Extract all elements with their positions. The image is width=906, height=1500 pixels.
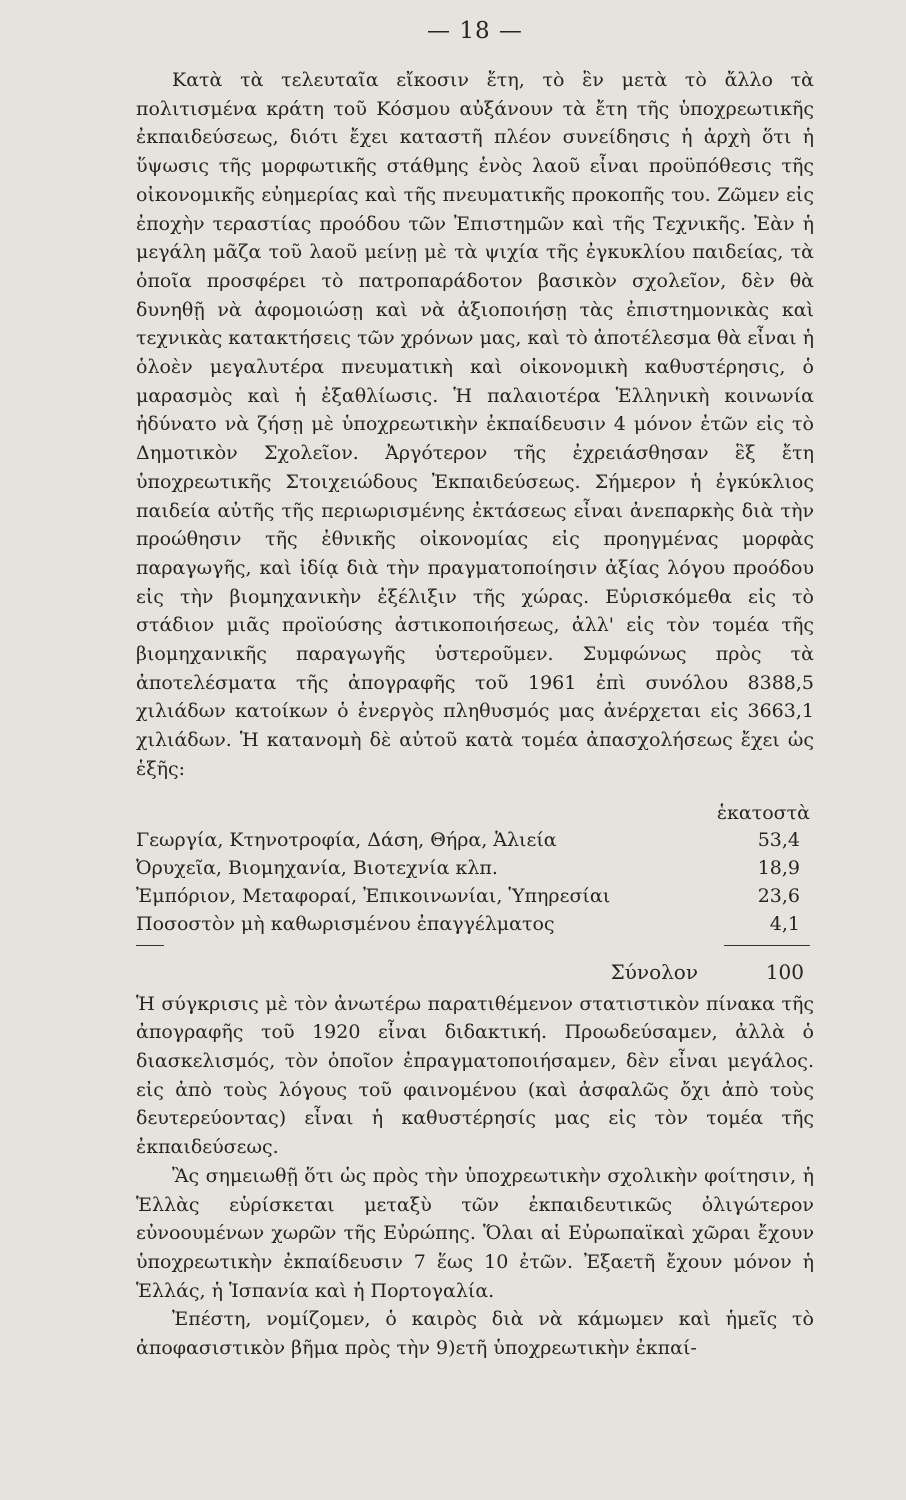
total-value: 100 [765, 959, 804, 984]
row-value: 4,1 [769, 912, 800, 935]
row-label: Ὀρυχεῖα, Βιομηχανία, Βιοτεχνία κλπ. [136, 856, 498, 879]
paragraph-2: Ἡ σύγκρισις μὲ τὸν ἀνωτέρω παρατιθέμενον στατιστικὸν πίνακα τῆς ἀπογραφῆς τοῦ 1920 εἶναι διδακτική. Προωδεύσαμεν, ἀλλὰ ὁ διασκελισμός, τὸν ὁποῖον ἐπραγματοποιήσαμεν, δὲν εἶναι μεγάλος. εἰς ἀπὸ τοὺς λόγους τοῦ φαινομένου (καὶ ἀσφαλῶς ὄχι ἀπὸ τοὺς δευτερεύοντας) εἶναι ἡ καθυστέρησίς μας εἰς τὸν τομέα τῆς ἐκπαιδεύσεως. [136, 992, 814, 1159]
paragraph-3: Ἂς σημειωθῇ ὅτι ὡς πρὸς τὴν ὑποχρεωτικὴν σχολικὴν φοίτησιν, ἡ Ἑλλὰς εὑρίσκεται μεταξὺ τῶν ἐκπαιδευτικῶς ὀλιγώτερον εὐνοουμένων χωρῶν τῆς Εὐρώπης. Ὅλαι αἱ Εὐρωπαϊκαὶ χῶραι ἔχουν ὑποχρεωτικὴν ἐκπαίδευσιν 7 ἕως 10 ἐτῶν. Ἐξαετῆ ἔχουν μόνον ἡ Ἑλλάς, ἡ Ἱσπανία καὶ ἡ Πορτογαλία. [136, 1164, 814, 1302]
table-row [136, 826, 814, 854]
divider-short [136, 945, 164, 946]
row-value: 18,9 [757, 856, 800, 879]
table-total [136, 954, 814, 990]
table-row [136, 910, 814, 938]
paragraph-4: Ἐπέστη, νομίζομεν, ὁ καιρὸς διὰ νὰ κάμωμεν καὶ ἡμεῖς τὸ ἀποφασιστικὸν βῆμα πρὸς τὴν 9)ετῆ ὑποχρεωτικὴν ἐκπαί- [136, 1308, 814, 1360]
row-label: Ποσοστὸν μὴ καθωρισμένου ἐπαγγέλματος [136, 912, 555, 935]
table-row [136, 854, 814, 882]
paragraph-1: Κατὰ τὰ τελευταῖα εἴκοσιν ἔτη, τὸ ἓν μετὰ τὸ ἄλλο τὰ πολιτισμένα κράτη τοῦ Κόσμου αὐξάνουν τὰ ἔτη τῆς ὑποχρεωτικῆς ἐκπαιδεύσεως, διότι ἔχει καταστῆ πλέον συνείδησις ἡ ἀρχὴ ὅτι ἡ ὕψωσις τῆς μορφωτικῆς στάθμης ἑνὸς λαοῦ εἶναι προϋπόθεσις τῆς οἰκονομικῆς εὐημερίας καὶ τῆς πνευματικῆς προκοπῆς του. Ζῶμεν εἰς ἐποχὴν τεραστίας προόδου τῶν Ἐπιστημῶν καὶ τῆς Τεχνικῆς. Ἐὰν ἡ μεγάλη μᾶζα τοῦ λαοῦ μείνῃ μὲ τὰ ψιχία τῆς ἐγκυκλίου παιδείας, τὰ ὁποῖα προσφέρει τὸ πατροπαράδοτον βασικὸν σχολεῖον, δὲν θὰ δυνηθῇ νὰ ἀφομοιώσῃ καὶ νὰ ἀξιοποιήσῃ τὰς ἐπιστημονικὰς καὶ τεχνικὰς κατακτήσεις τῶν χρόνων μας, καὶ τὸ ἀποτέλεσμα θὰ εἶναι ἡ ὁλοὲν μεγαλυτέρα πνευματικὴ καὶ οἰκονομικὴ καθυστέρησις, ὁ μαρασμὸς καὶ ἡ ἐξαθλίωσις. Ἡ παλαιοτέρα Ἑλληνικὴ κοινωνία ἠδύνατο νὰ ζήσῃ μὲ ὑποχρεωτικὴν ἐκπαίδευσιν 4 μόνον ἐτῶν εἰς τὸ Δημοτικὸν Σχολεῖον. Ἀργότερον τῆς ἐχρειάσθησαν ἓξ ἔτη ὑποχρεωτικῆς Στοιχειώδους Ἐκπαιδεύσεως. Σήμερον ἡ ἐγκύκλιος παιδεία αὐτῆς τῆς περιωρισμένης ἐκτάσεως εἶναι ἀνεπαρκὴς διὰ τὴν προώθησιν τῆς ἐθνικῆς οἰκονομίας εἰς προηγμένας μορφὰς παραγωγῆς, καὶ ἰδίᾳ διὰ τὴν πραγματοποίησιν ἀξίας λόγου προόδου εἰς τὴν βιομηχανικὴν ἐξέλιξιν τῆς χώρας. Εὑρισκόμεθα εἰς τὸ στάδιον μιᾶς προϊούσης ἀστικοποιήσεως, ἀλλ' εἰς τὸν τομέα τῆς βιομηχανικῆς παραγωγῆς ὑστεροῦμεν. Συμφώνως πρὸς τὰ ἀποτελέσματα τῆς ἀπογραφῆς τοῦ 1961 ἐπὶ συνόλου 8388,5 χιλιάδων κατοίκων ὁ ἐνεργὸς πληθυσμός μας ἀνέρχεται εἰς 3663,1 χιλιάδων. Ἡ κατανομὴ δὲ αὐτοῦ κατὰ τομέα ἀπασχολήσεως ἔχει ὡς ἑξῆς: [136, 69, 814, 780]
row-value: 23,6 [757, 884, 800, 907]
row-value: 53,4 [757, 828, 800, 851]
table-rules [136, 938, 814, 954]
table-row [136, 882, 814, 910]
row-label: Γεωργία, Κτηνοτροφία, Δάση, Θήρα, Ἁλιεία [136, 828, 557, 851]
total-label: Σύνολον [610, 959, 698, 984]
divider-long [724, 945, 810, 946]
employment-table [136, 800, 814, 990]
row-label: Ἐμπόριον, Μεταφοραί, Ἐπικοινωνίαι, Ὑπηρεσίαι [136, 884, 611, 907]
table-header-percent: ἑκατοστὰ [716, 801, 810, 824]
page-number: — 18 — [427, 18, 523, 44]
